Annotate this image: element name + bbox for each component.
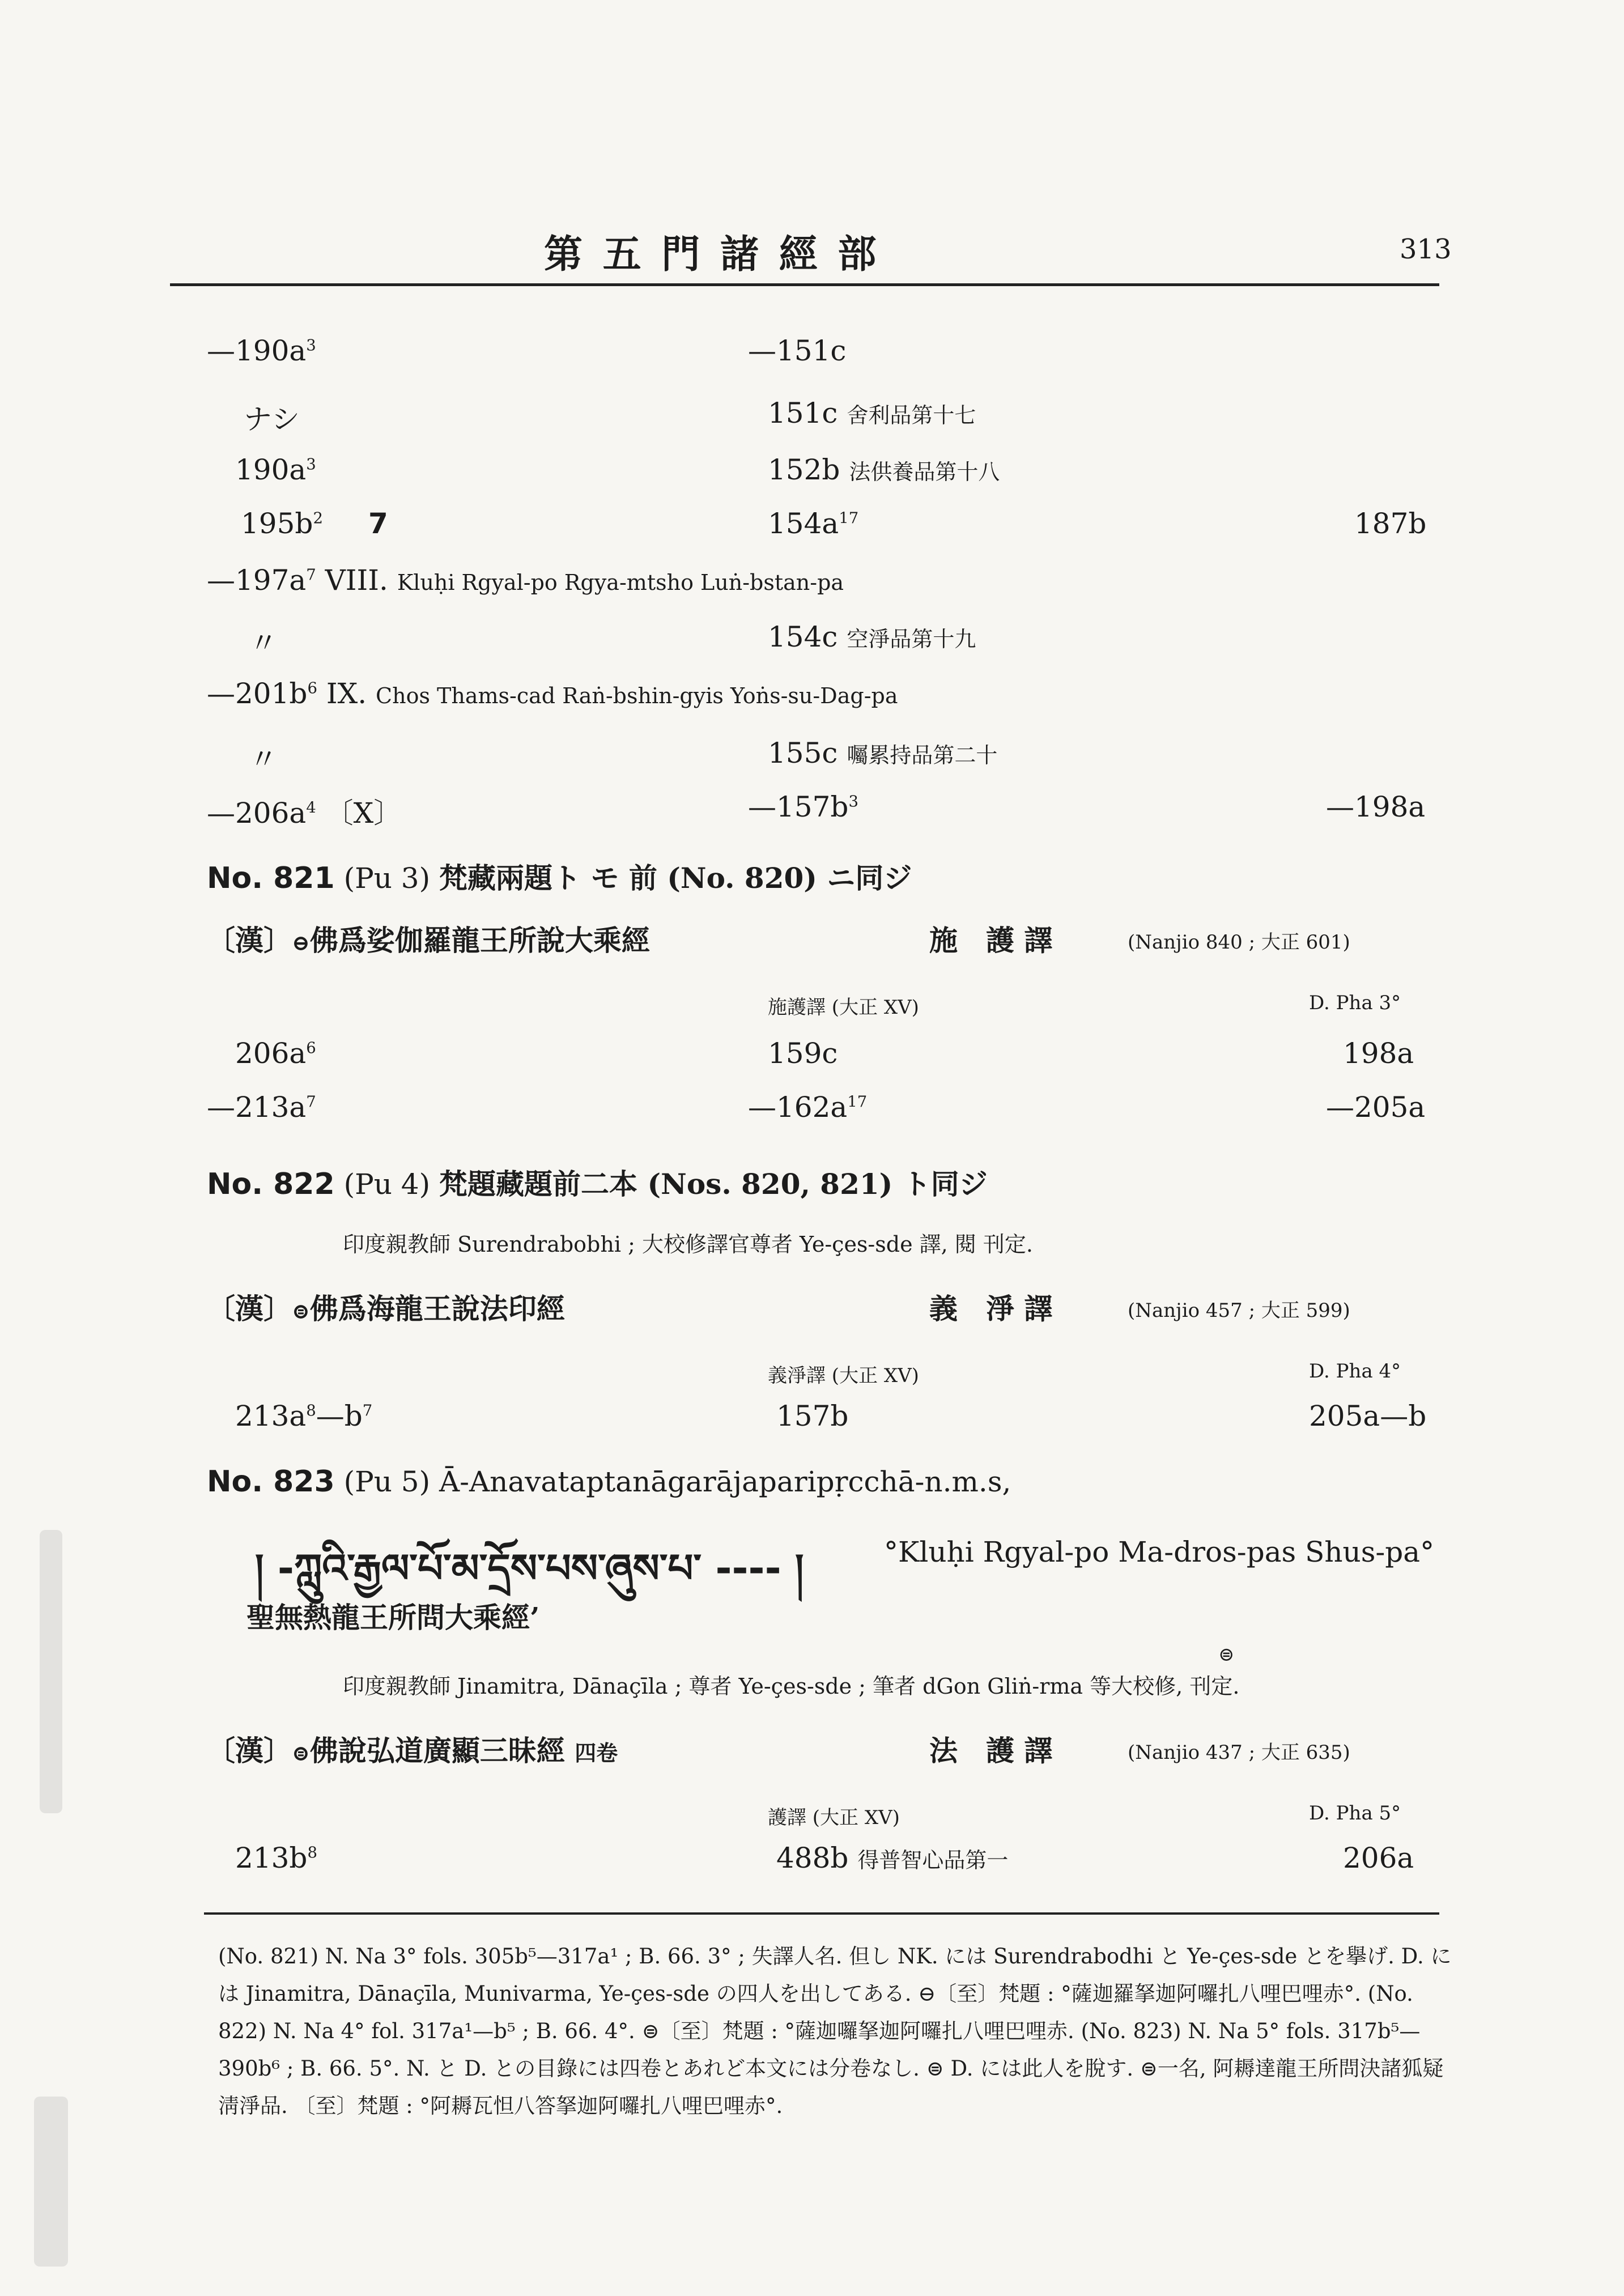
table-row: 488b 得普智心品第一 <box>776 1842 1009 1874</box>
table-row: 151c 舍利品第十七 <box>768 397 976 430</box>
footnotes: (No. 821) N. Na 3° fols. 305b⁵—317a¹ ; B. 66. 3° ; 失譯人名. 但し NK. には Surendrabodhi と Ye-çes-sde とを擧げ. D. には Jinamitra, Dānaçīla, Munivarma, Ye-çes-sde の四人を出してある. ⊖〔至〕梵題 : °薩迦羅拏迦阿囉扎八哩巴哩赤°. (No. 822) N. Na 4° fol. 317a¹—b⁵ ; B. 66. 4°. ⊜〔至〕梵題 : °薩迦囉拏迦阿囉扎八哩巴哩赤. (No. 823) N. Na 5° fols. 317b⁵—390b⁶ ; B. 66. 5°. N. と D. との目錄には四卷とあれど本文には分卷なし. ⊜ D. には此人を脫す. ⊜一名, 阿耨達龍王所問決諸狐疑淸淨品. 〔至〕梵題 : °阿耨瓦怛八答拏迦阿囉扎八哩巴哩赤°. <box>218 1944 1452 2118</box>
table-row: 206a <box>1343 1842 1414 1874</box>
table-row: —205a <box>1326 1091 1426 1124</box>
table-row: 205a—b <box>1309 1400 1427 1432</box>
table-row: $195b^2$ <box>241 507 323 540</box>
table-row: 157b <box>776 1400 849 1432</box>
table-row: $—162a^{17}$ <box>748 1091 868 1124</box>
table-row: $213a^8—b^7$ <box>235 1400 373 1432</box>
reference: (Nanjio 437 ; 大正 635) <box>1128 1741 1350 1764</box>
entry-heading: No. 823 (Pu 5) Ā-Anavataptanāgarājaparipṛcchā-n.m.s, <box>207 1465 1011 1499</box>
table-row: 187b <box>1354 507 1427 540</box>
column-header: D. Pha 5° <box>1309 1802 1401 1825</box>
page-title: 第 五 門 諸 經 部 <box>544 232 880 277</box>
table-row: $213b^8$ <box>235 1842 317 1874</box>
table-row: 155c 囑累持品第二十 <box>768 737 998 769</box>
credit-line: 印度親教師 Surendrabobhi ; 大校修譯官尊者 Ye-çes-sde 譯, 閱 刊定. <box>343 1232 1033 1257</box>
table-row: $—190a^3$ <box>207 334 316 367</box>
entry-heading: No. 821 (Pu 3) 梵藏兩題ト モ 前 (No. 820) ニ同ジ <box>207 861 912 895</box>
table-row: 159c <box>768 1037 838 1070</box>
translator: 法 護 譯 <box>929 1734 1053 1767</box>
column-header: D. Pha 3° <box>1309 992 1401 1014</box>
table-row: 〃 <box>249 627 278 660</box>
han-title: 〔漢〕⊜佛爲海龍王說法印經 <box>207 1292 565 1325</box>
credit-line: 印度親教師 Jinamitra, Dānaçīla ; 尊者 Ye-çes-sde ; 筆者 dGon Gliṅ-rma 等大校修, 刊定. <box>343 1674 1240 1699</box>
table-row: —198a <box>1326 790 1426 823</box>
table-row: 154c 空淨品第十九 <box>768 620 976 653</box>
table-row: $154a^{17}$ <box>768 507 859 540</box>
table-row: $—197a^7$ VIII. Kluḥi Rgyal-po Rgya-mtsho Luṅ-bstan-pa <box>207 564 844 597</box>
page-number: 313 <box>1400 233 1452 265</box>
chinese-title: 聖無熱龍王所問大乘經’ <box>246 1601 540 1634</box>
scan-artifact <box>40 1530 62 1813</box>
table-row: $206a^6$ <box>235 1037 316 1070</box>
table-row: $—213a^7$ <box>207 1091 316 1124</box>
translator: 義 淨 譯 <box>929 1292 1053 1325</box>
han-title: 〔漢〕⊜佛說弘道廣顯三昧經 四卷 <box>207 1734 618 1767</box>
table-row: $—206a^4$ 〔X〕 <box>207 797 402 830</box>
reference: (Nanjio 840 ; 大正 601) <box>1128 931 1350 954</box>
table-row: $—201b^6$ IX. Chos Thams-cad Raṅ-bshin-gyis Yoṅs-su-Dag-pa <box>207 677 898 710</box>
translator: 施 護 譯 <box>929 924 1053 957</box>
table-row: 〃 <box>249 743 278 776</box>
column-header: 施護譯 (大正 XV) <box>768 996 919 1019</box>
footnote-rule <box>204 1912 1439 1915</box>
header-rule <box>170 283 1439 286</box>
table-row: 7 <box>368 507 388 540</box>
table-row: $—157b^3$ <box>748 790 858 823</box>
column-header: D. Pha 4° <box>1309 1360 1401 1383</box>
han-title: 〔漢〕⊖佛爲娑伽羅龍王所說大乘經 <box>207 924 650 957</box>
reference: (Nanjio 457 ; 大正 599) <box>1128 1299 1350 1322</box>
table-row: $190a^3$ <box>235 453 316 486</box>
table-row: 152b 法供養品第十八 <box>768 453 1000 486</box>
entry-heading: No. 822 (Pu 4) 梵題藏題前二本 (Nos. 820, 821) ト同ジ <box>207 1167 988 1201</box>
table-row: ナシ <box>244 403 300 436</box>
table-row: 198a <box>1343 1037 1414 1070</box>
column-header: 義淨譯 (大正 XV) <box>768 1364 919 1387</box>
column-header: 護譯 (大正 XV) <box>768 1806 900 1829</box>
tibetan-title: ། -ཀླུའི་རྒྱལ་པོ་མ་དྲོས་པས་ཞུས་པ་ ---- ། <box>255 1545 804 1592</box>
scan-artifact <box>34 2097 68 2267</box>
table-row: —151c <box>748 334 847 367</box>
footnote-mark: ⊜ <box>1218 1643 1235 1666</box>
tibetan-transliteration: °Kluḥi Rgyal-po Ma-dros-pas Shus-pa° <box>884 1536 1435 1568</box>
